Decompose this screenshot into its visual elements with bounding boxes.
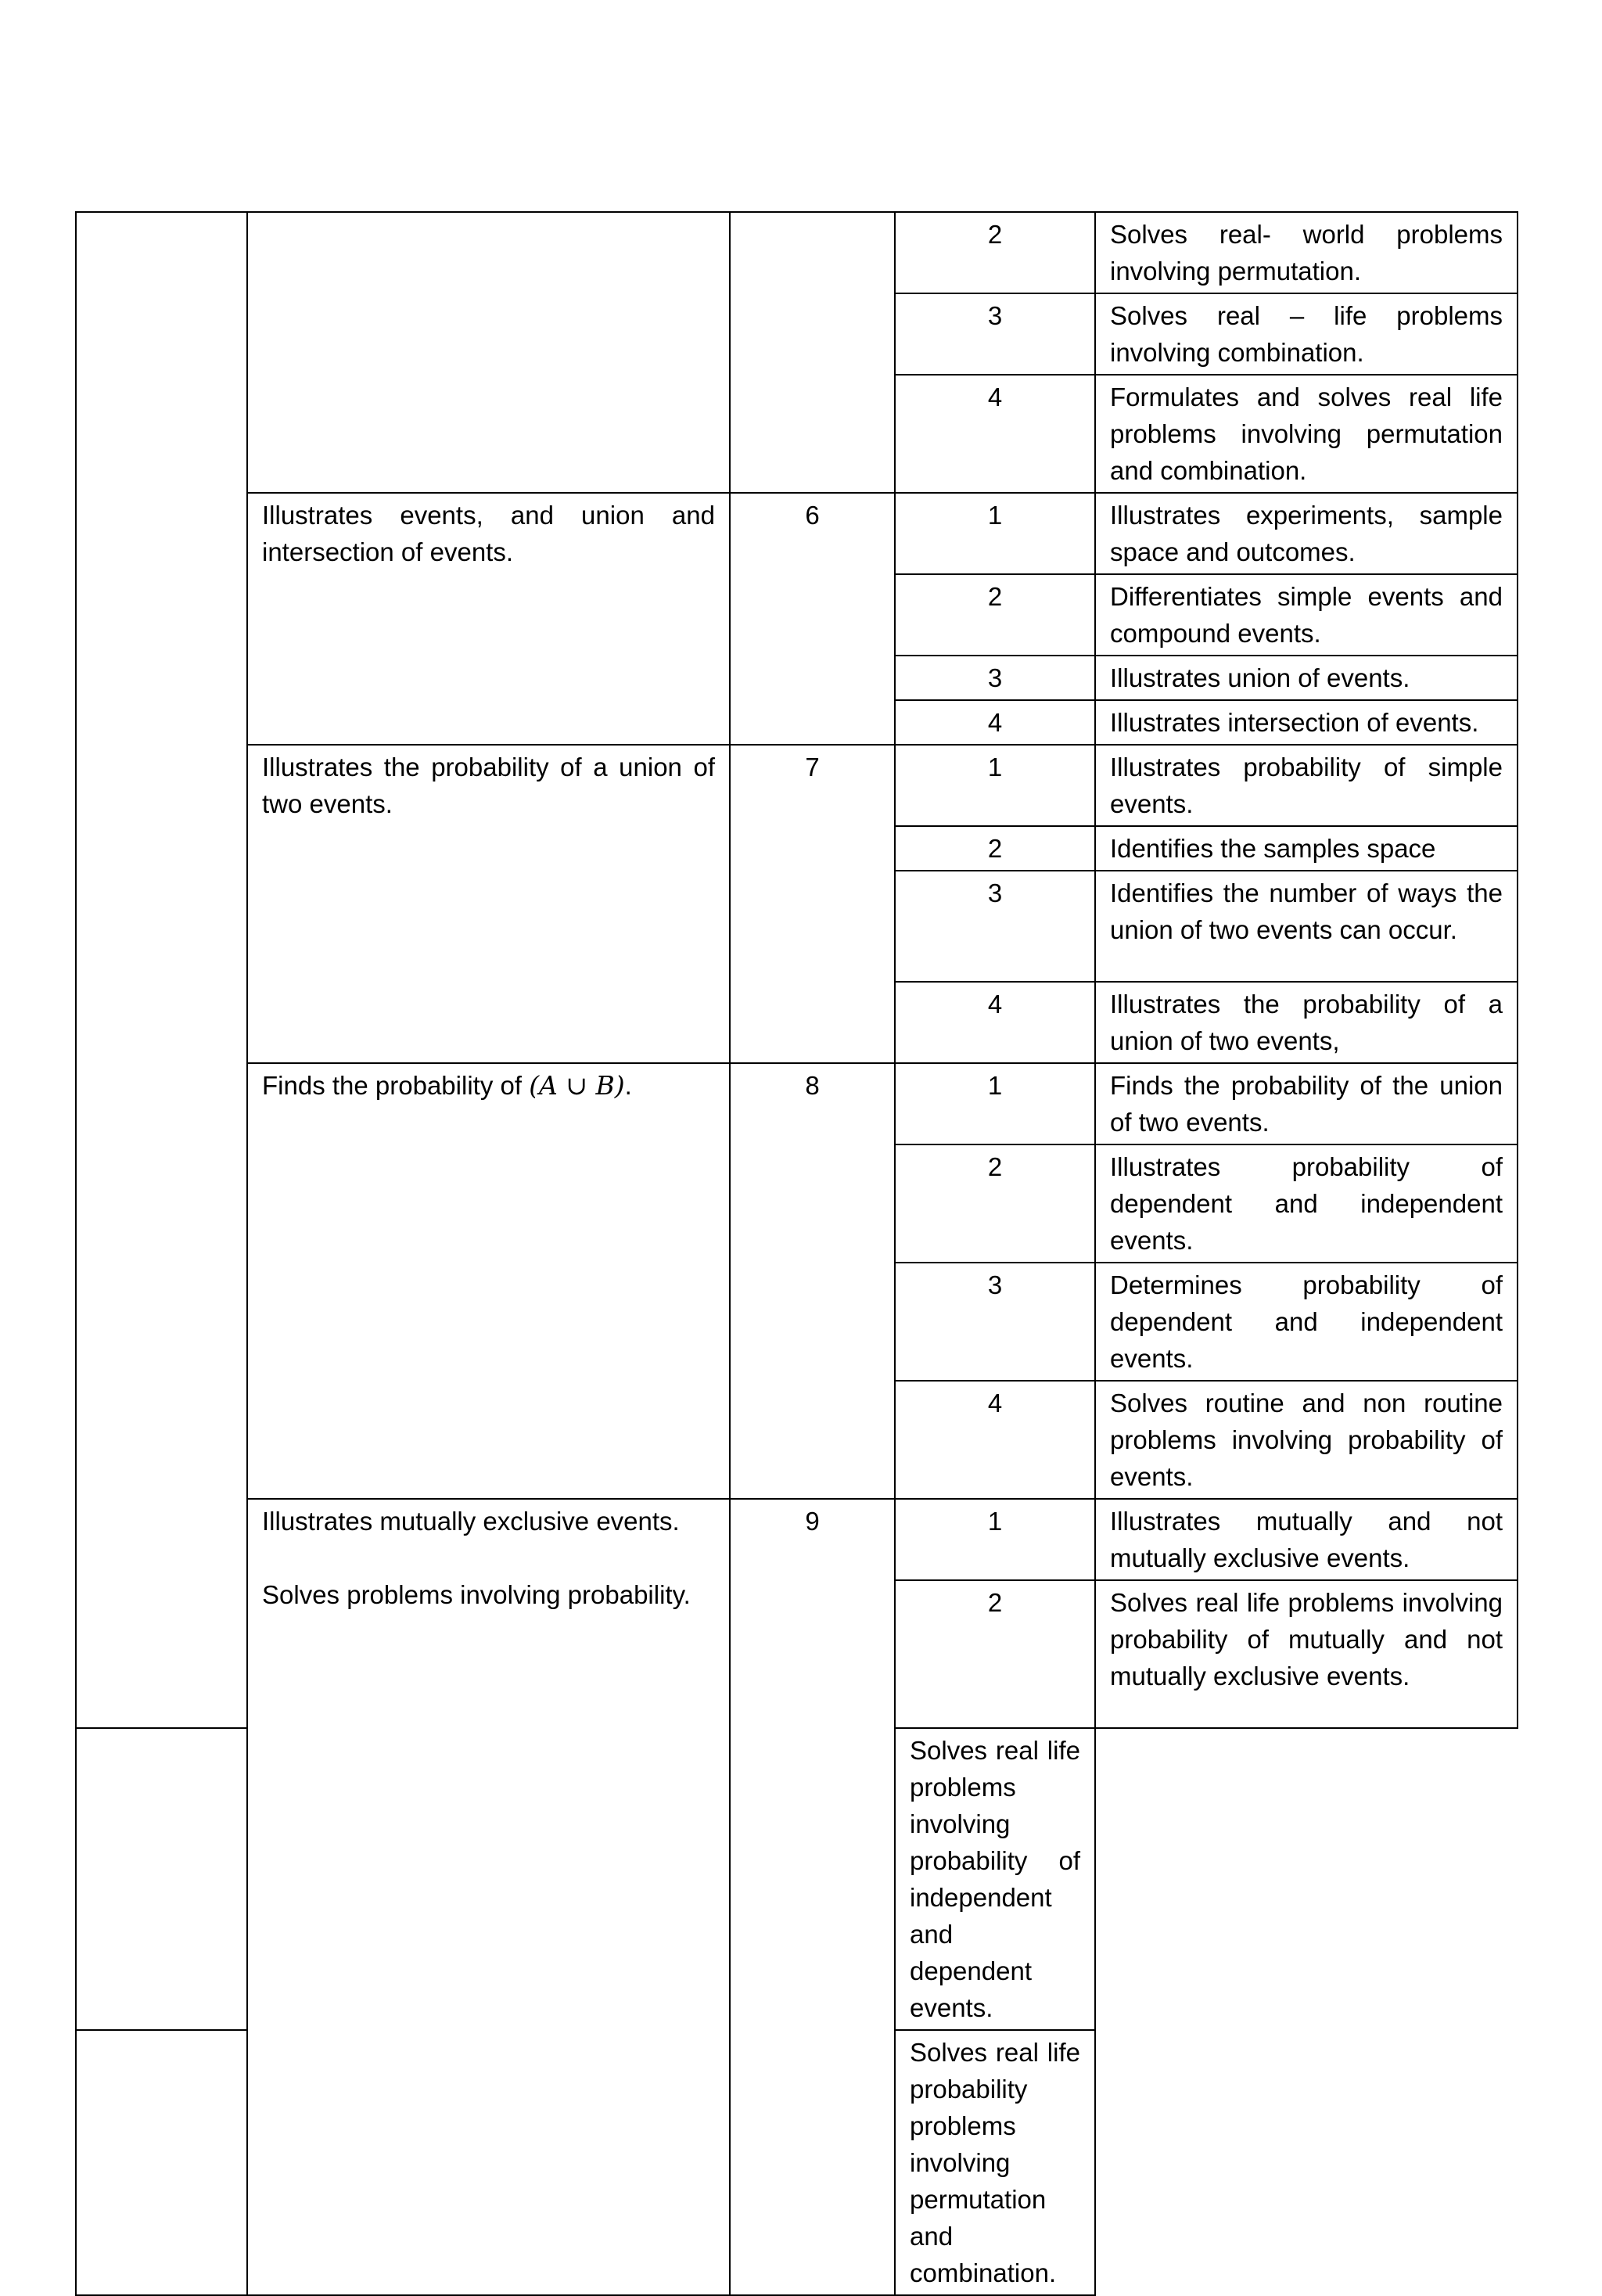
day-cell: 4 xyxy=(895,982,1095,1063)
competency-cell: Illustrates the probability of a union of two events. xyxy=(247,745,730,1063)
objective-cell: Determines probability of dependent and independent events. xyxy=(1095,1263,1518,1381)
week-cell: 8 xyxy=(730,1063,895,1499)
day-cell: 3 xyxy=(895,656,1095,700)
competency-cell xyxy=(247,1499,730,2295)
objective-cell: Illustrates probability of dependent and independent events. xyxy=(1095,1144,1518,1263)
day-cell: 2 xyxy=(895,826,1095,871)
day-cell: 2 xyxy=(895,1144,1095,1263)
objective-cell: Illustrates experiments, sample space and outcomes. xyxy=(1095,493,1518,574)
objective-cell: Solves real life probability problems involving permutation and combination. xyxy=(895,2030,1095,2295)
objective-cell: Solves routine and non routine problems involving probability of events. xyxy=(1095,1381,1518,1499)
objective-cell: Illustrates probability of simple events. xyxy=(1095,745,1518,826)
day-cell: 2 xyxy=(895,1580,1095,1728)
day-cell: 1 xyxy=(895,1063,1095,1144)
table-row xyxy=(76,493,1518,574)
week-cell: 6 xyxy=(730,493,895,745)
day-cell: 2 xyxy=(895,212,1095,293)
day-cell: 3 xyxy=(895,1263,1095,1381)
day-cell: 3 xyxy=(895,871,1095,982)
table-row xyxy=(76,1499,1518,1580)
week-cell: 7 xyxy=(730,745,895,1063)
competency-suffix: . xyxy=(624,1071,632,1100)
objective-cell: Illustrates intersection of events. xyxy=(1095,700,1518,745)
day-cell: 2 xyxy=(895,574,1095,656)
objective-cell: Solves real life problems involving probability of independent and dependent events. xyxy=(895,1728,1095,2030)
objective-cell: Solves real – life problems involving combination. xyxy=(1095,293,1518,375)
competency-cell: Illustrates events, and union and intersection of events. xyxy=(247,493,730,745)
week-cell xyxy=(730,212,895,493)
day-cell: 3 xyxy=(895,293,1095,375)
competency-cell xyxy=(247,212,730,493)
day-cell: 1 xyxy=(895,1499,1095,1580)
objective-cell: Solves real- world problems involving permutation. xyxy=(1095,212,1518,293)
competency-cell xyxy=(247,1063,730,1499)
objective-cell: Solves real life problems involving probability of mutually and not mutually exclusive events. xyxy=(1095,1580,1518,1728)
week-cell: 9 xyxy=(730,1499,895,2295)
day-cell: 4 xyxy=(895,1381,1095,1499)
competency-line: Solves problems involving probability. xyxy=(262,1580,691,1609)
math-expression: (A ∪ B) xyxy=(529,1070,625,1101)
objective-cell: Illustrates mutually and not mutually exclusive events. xyxy=(1095,1499,1518,1580)
competency-text: Finds the probability of xyxy=(262,1071,530,1100)
quarter-column-cell xyxy=(76,212,247,1728)
objective-cell: Illustrates union of events. xyxy=(1095,656,1518,700)
day-cell: 4 xyxy=(895,375,1095,493)
day-cell xyxy=(76,2030,247,2295)
objective-cell: Identifies the number of ways the union of two events can occur. xyxy=(1095,871,1518,982)
curriculum-table xyxy=(75,211,1518,2296)
objective-cell: Differentiates simple events and compound events. xyxy=(1095,574,1518,656)
day-cell: 4 xyxy=(895,700,1095,745)
table-row xyxy=(76,212,1518,293)
table-row xyxy=(76,745,1518,826)
day-cell: 1 xyxy=(895,493,1095,574)
day-cell: 1 xyxy=(895,745,1095,826)
day-cell xyxy=(76,1728,247,2030)
objective-cell: Illustrates the probability of a union of two events, xyxy=(1095,982,1518,1063)
objective-cell: Formulates and solves real life problems involving permutation and combination. xyxy=(1095,375,1518,493)
objective-cell: Finds the probability of the union of two events. xyxy=(1095,1063,1518,1144)
competency-line: Illustrates mutually exclusive events. xyxy=(262,1507,680,1536)
table-row xyxy=(76,1063,1518,1144)
objective-cell: Identifies the samples space xyxy=(1095,826,1518,871)
